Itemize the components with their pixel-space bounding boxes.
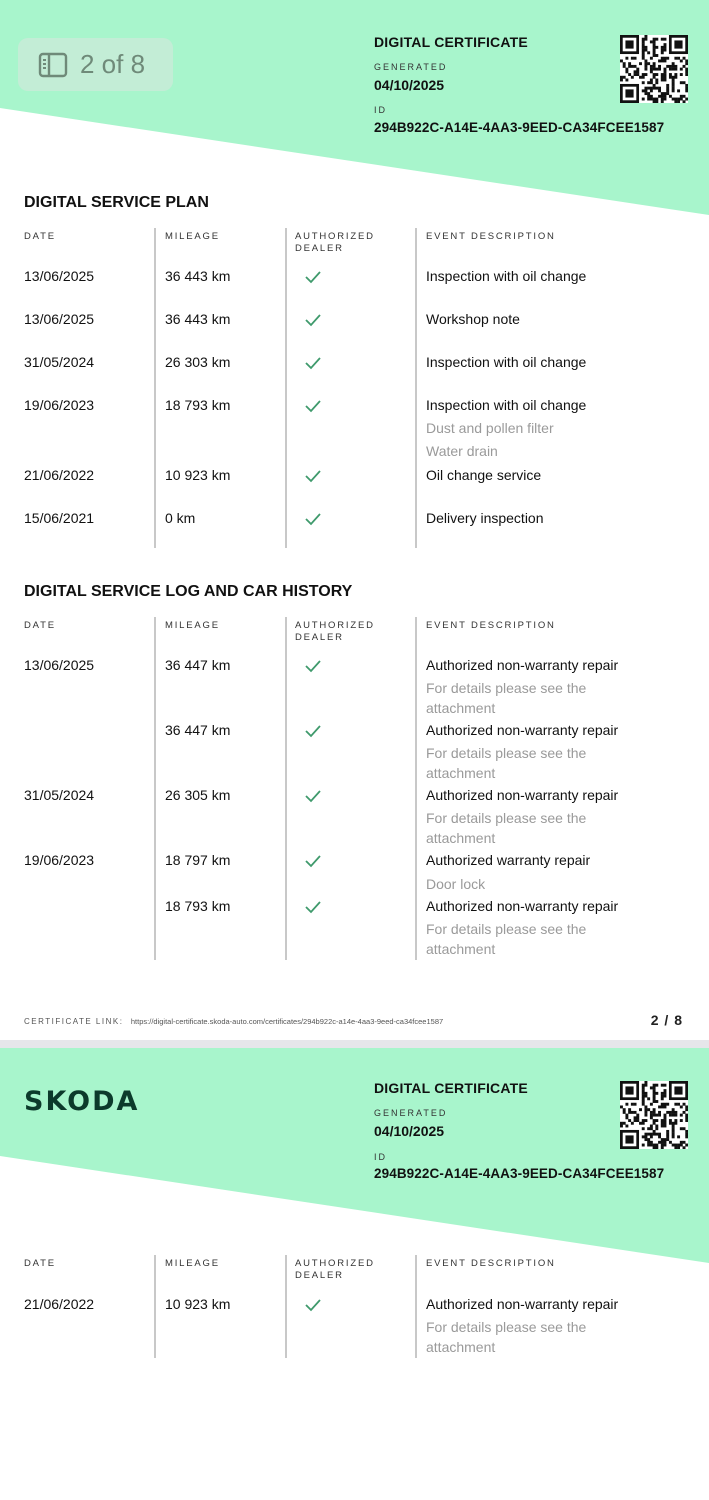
plan-event: Inspection with oil change <box>426 268 587 284</box>
col-date: DATE <box>24 1258 56 1269</box>
log-mileage: 10 923 km <box>165 1296 231 1312</box>
log-event-detail: attachment <box>426 830 496 846</box>
col-mileage: MILEAGE <box>165 231 220 242</box>
log-event-detail: attachment <box>426 700 496 716</box>
log-event-detail: Door lock <box>426 876 486 892</box>
checkmark-icon <box>304 854 322 868</box>
checkmark-icon <box>304 512 322 526</box>
plan-mileage: 26 303 km <box>165 354 231 370</box>
log-event-detail: attachment <box>426 1339 496 1355</box>
log-event-detail: For details please see the <box>426 921 587 937</box>
plan-event: Workshop note <box>426 311 520 327</box>
column-divider <box>415 1255 417 1358</box>
certificate-link: CERTIFICATE LINK: https://digital-certificate.skoda-auto.com/certificates/294b922c-a14e-4aa3-9eed-ca34fcee1587 <box>24 1017 444 1026</box>
log-event: Authorized non-warranty repair <box>426 657 619 673</box>
col-date: DATE <box>24 620 56 631</box>
log-mileage: 36 447 km <box>165 722 231 738</box>
col-dealer: AUTHORIZED DEALER <box>295 231 375 254</box>
generated-label: GENERATED <box>374 62 448 72</box>
checkmark-icon <box>304 789 322 803</box>
log-mileage: 26 305 km <box>165 787 231 803</box>
certificate-page-3 <box>0 1048 709 1500</box>
page-separator <box>0 1040 709 1048</box>
column-divider <box>154 228 156 548</box>
plan-mileage: 0 km <box>165 510 196 526</box>
skoda-logo: SKODA <box>24 1086 140 1117</box>
col-dealer: AUTHORIZED DEALER <box>295 1258 375 1281</box>
log-mileage: 18 793 km <box>165 898 231 914</box>
plan-mileage: 36 443 km <box>165 311 231 327</box>
generated-date: 04/10/2025 <box>374 1123 445 1139</box>
log-event: Authorized warranty repair <box>426 852 591 868</box>
checkmark-icon <box>304 356 322 370</box>
log-event-detail: For details please see the <box>426 680 587 696</box>
id-label: ID <box>374 105 387 115</box>
checkmark-icon <box>304 724 322 738</box>
plan-date: 31/05/2024 <box>24 354 95 370</box>
col-event: EVENT DESCRIPTION <box>426 231 556 242</box>
log-date: 13/06/2025 <box>24 657 95 673</box>
log-mileage: 36 447 km <box>165 657 231 673</box>
id-label: ID <box>374 1152 387 1162</box>
plan-event: Inspection with oil change <box>426 397 587 413</box>
certificate-title: DIGITAL CERTIFICATE <box>374 1080 528 1096</box>
col-event: EVENT DESCRIPTION <box>426 1258 556 1269</box>
service-plan-title: DIGITAL SERVICE PLAN <box>24 194 209 211</box>
column-divider <box>285 617 287 960</box>
log-date: 21/06/2022 <box>24 1296 95 1312</box>
log-event-detail: For details please see the <box>426 1319 587 1335</box>
column-divider <box>415 617 417 960</box>
plan-event-detail: Water drain <box>426 443 498 459</box>
page-indicator-label: 2 of 8 <box>80 49 146 79</box>
certificate-title: DIGITAL CERTIFICATE <box>374 34 528 50</box>
column-divider <box>285 228 287 548</box>
log-event-detail: For details please see the <box>426 810 587 826</box>
col-mileage: MILEAGE <box>165 1258 220 1269</box>
checkmark-icon <box>304 469 322 483</box>
plan-date: 13/06/2025 <box>24 268 95 284</box>
plan-mileage: 36 443 km <box>165 268 231 284</box>
generated-date: 04/10/2025 <box>374 77 445 93</box>
checkmark-icon <box>304 1298 322 1312</box>
page-number: 2 / 8 <box>650 1012 683 1028</box>
log-event: Authorized non-warranty repair <box>426 1296 619 1312</box>
col-mileage: MILEAGE <box>165 620 220 631</box>
column-divider <box>154 617 156 960</box>
log-event-detail: attachment <box>426 765 496 781</box>
page-indicator-button[interactable] <box>18 38 173 91</box>
plan-date: 21/06/2022 <box>24 467 95 483</box>
certificate-url[interactable]: https://digital-certificate.skoda-auto.com/certificates/294b922c-a14e-4aa3-9eed-ca34fcee1587 <box>130 1017 444 1026</box>
log-event: Authorized non-warranty repair <box>426 722 619 738</box>
col-event: EVENT DESCRIPTION <box>426 620 556 631</box>
log-event-detail: For details please see the <box>426 745 587 761</box>
plan-date: 13/06/2025 <box>24 311 95 327</box>
log-event: Authorized non-warranty repair <box>426 787 619 803</box>
plan-event-detail: Dust and pollen filter <box>426 420 554 436</box>
plan-date: 19/06/2023 <box>24 397 95 413</box>
col-dealer: AUTHORIZED DEALER <box>295 620 375 643</box>
generated-label: GENERATED <box>374 1108 448 1118</box>
sidebar-icon <box>38 52 68 78</box>
qr-code-icon <box>620 1081 688 1149</box>
plan-event: Delivery inspection <box>426 510 544 526</box>
plan-mileage: 10 923 km <box>165 467 231 483</box>
plan-event: Oil change service <box>426 467 542 483</box>
column-divider <box>415 228 417 548</box>
plan-date: 15/06/2021 <box>24 510 95 526</box>
column-divider <box>285 1255 287 1358</box>
checkmark-icon <box>304 659 322 673</box>
checkmark-icon <box>304 270 322 284</box>
column-divider <box>154 1255 156 1358</box>
log-event-detail: attachment <box>426 941 496 957</box>
checkmark-icon <box>304 313 322 327</box>
log-event: Authorized non-warranty repair <box>426 898 619 914</box>
log-date: 31/05/2024 <box>24 787 95 803</box>
certificate-id: 294B922C-A14E-4AA3-9EED-CA34FCEE1587 <box>374 1166 665 1181</box>
checkmark-icon <box>304 399 322 413</box>
service-log-title: DIGITAL SERVICE LOG AND CAR HISTORY <box>24 583 353 600</box>
plan-mileage: 18 793 km <box>165 397 231 413</box>
certificate-id: 294B922C-A14E-4AA3-9EED-CA34FCEE1587 <box>374 120 665 135</box>
checkmark-icon <box>304 900 322 914</box>
col-date: DATE <box>24 231 56 242</box>
log-date: 19/06/2023 <box>24 852 95 868</box>
log-mileage: 18 797 km <box>165 852 231 868</box>
plan-event: Inspection with oil change <box>426 354 587 370</box>
qr-code-icon <box>620 35 688 103</box>
